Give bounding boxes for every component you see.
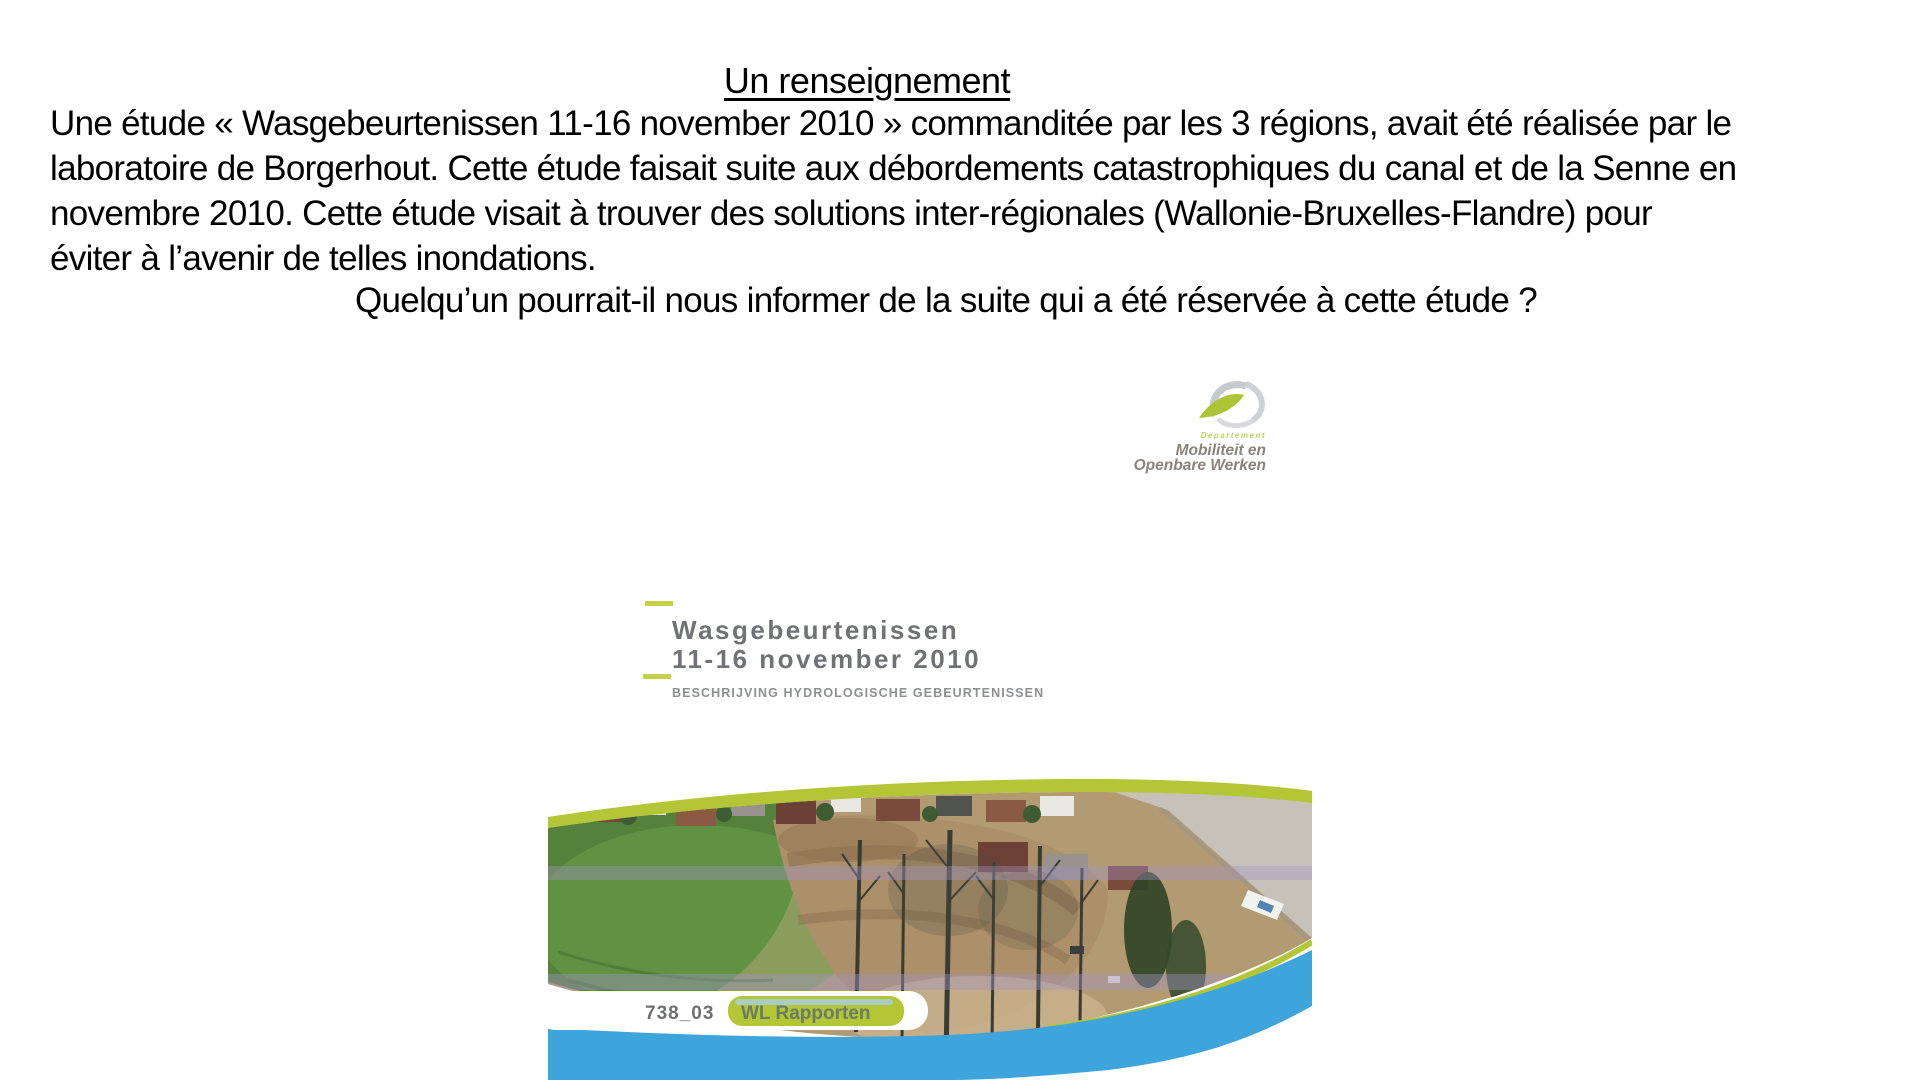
aerial-flood-photo [548,770,1312,1080]
series-label: WL Rapporten [741,1003,871,1024]
page-title [0,60,1734,102]
paragraph-line: novembre 2010. Cette étude visait à trouver des solutions inter-régionales (Wallonie-Bruxelles-Flandre) pour [50,194,1652,233]
paragraph-line: Une étude « Wasgebeurtenissen 11-16 november 2010 » commanditée par les 3 régions, avait été réalisée par le [50,104,1732,143]
lime-dash-bottom [643,674,671,679]
report-cover-scan [548,340,1318,1080]
page-title-text: Un renseignement [723,60,1011,101]
paragraph-line: éviter à l’avenir de telles inondations. [50,239,596,278]
question-line: Quelqu’un pourrait-il nous informer de la suite qui a été réservée à cette étude ? [355,281,1537,320]
lime-dash-top [645,601,673,606]
cover-title-line2: 11-16 november 2010 [672,644,982,674]
logo-name-line1: Mobiliteit en [1175,442,1266,459]
mow-swirl-icon [1193,376,1275,428]
mow-logo-text [1060,428,1266,473]
cover-title-line1: Wasgebeurtenissen [672,615,960,645]
intro-paragraph [50,101,1910,281]
logo-department-label: Departement [1200,431,1266,440]
logo-name-line2: Openbare Werken [1133,457,1266,474]
cover-subtitle: BESCHRIJVING HYDROLOGISCHE GEBEURTENISSEN [672,686,1045,700]
report-number: 738_03 [645,1003,715,1024]
paragraph-line: laboratoire de Borgerhout. Cette étude faisait suite aux débordements catastrophiques du canal et de la Senne en [50,149,1737,188]
report-label-pill [548,991,928,1030]
